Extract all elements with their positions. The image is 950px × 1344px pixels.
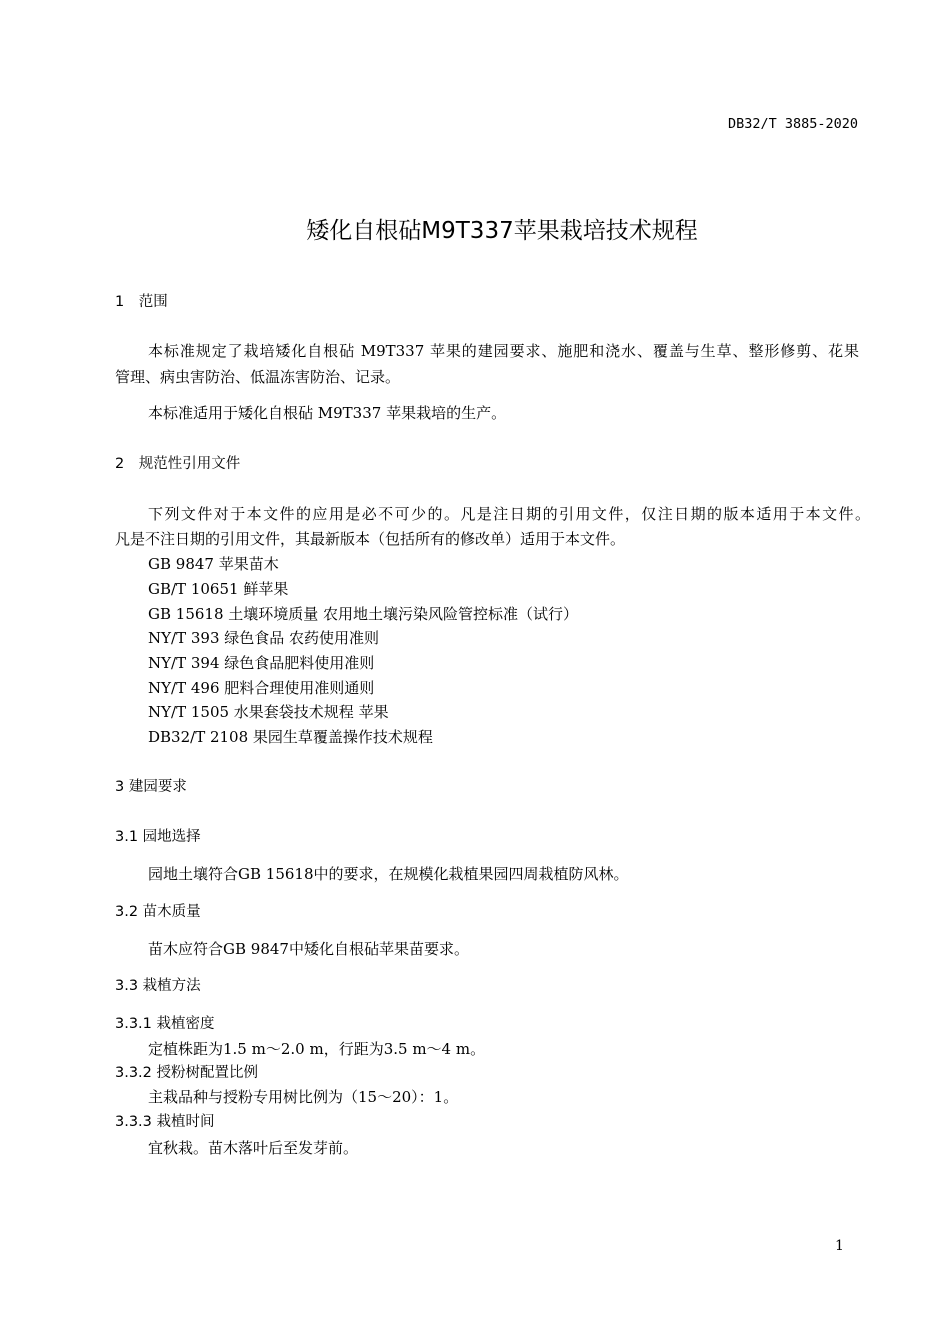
reference-item: NY/T 393 绿色食品 农药使用准则 (148, 629, 380, 647)
section-3-3-1-text: 定植株距为1.5 m～2.0 m，行距为3.5 m～4 m。 (148, 1040, 486, 1058)
reference-item: NY/T 1505 水果套袋技术规程 苹果 (148, 703, 389, 721)
reference-item: GB/T 10651 鲜苹果 (148, 580, 289, 598)
reference-item: DB32/T 2108 果园生草覆盖操作技术规程 (148, 728, 433, 746)
section-3-3-heading: 3.3 栽植方法 (115, 978, 201, 994)
s1-para1-line1: 本标准规定了栽培矮化自根砧 M9T337 苹果的建园要求、施肥和浇水、覆盖与生草、整形修剪、花果 (148, 342, 859, 360)
section-3-3-2-text: 主栽品种与授粉专用树比例为（15～20）：1。 (148, 1088, 459, 1106)
section-3-heading: 3 建园要求 (115, 779, 187, 795)
document-title: 矮化自根砧M9T337苹果栽培技术规程 (306, 218, 698, 244)
section-2-heading: 2 规范性引用文件 (115, 456, 241, 472)
s2-para1-line2: 凡是不注日期的引用文件，其最新版本（包括所有的修改单）适用于本文件。 (115, 530, 626, 548)
s2-para1-line1: 下列文件对于本文件的应用是必不可少的。凡是注日期的引用文件，仅注日期的版本适用于本文件。 (148, 505, 870, 523)
s1-para1-line2: 管理、病虫害防治、低温冻害防治、记录。 (115, 368, 401, 386)
section-3-1-text: 园地土壤符合GB 15618中的要求，在规模化栽植果园四周栽植防风林。 (148, 865, 629, 883)
section-3-3-1-heading: 3.3.1 栽植密度 (115, 1016, 215, 1032)
page-number: 1 (835, 1238, 844, 1254)
section-3-2-text: 苗木应符合GB 9847中矮化自根砧苹果苗要求。 (148, 940, 469, 958)
reference-item: GB 9847 苹果苗木 (148, 555, 279, 573)
section-3-3-3-text: 宜秋栽。苗木落叶后至发芽前。 (148, 1139, 359, 1157)
s1-para2: 本标准适用于矮化自根砧 M9T337 苹果栽培的生产。 (148, 404, 507, 422)
section-3-1-heading: 3.1 园地选择 (115, 829, 201, 845)
document-number: DB32/T 3885-2020 (727, 116, 858, 132)
section-3-2-heading: 3.2 苗木质量 (115, 904, 201, 920)
reference-item: NY/T 496 肥料合理使用准则通则 (148, 679, 375, 697)
reference-item: NY/T 394 绿色食品肥料使用准则 (148, 654, 375, 672)
section-3-3-3-heading: 3.3.3 栽植时间 (115, 1114, 215, 1130)
reference-item: GB 15618 土壤环境质量 农用地土壤污染风险管控标准（试行） (148, 605, 579, 623)
section-3-3-2-heading: 3.3.2 授粉树配置比例 (115, 1065, 259, 1081)
section-1-heading: 1 范围 (115, 294, 168, 310)
